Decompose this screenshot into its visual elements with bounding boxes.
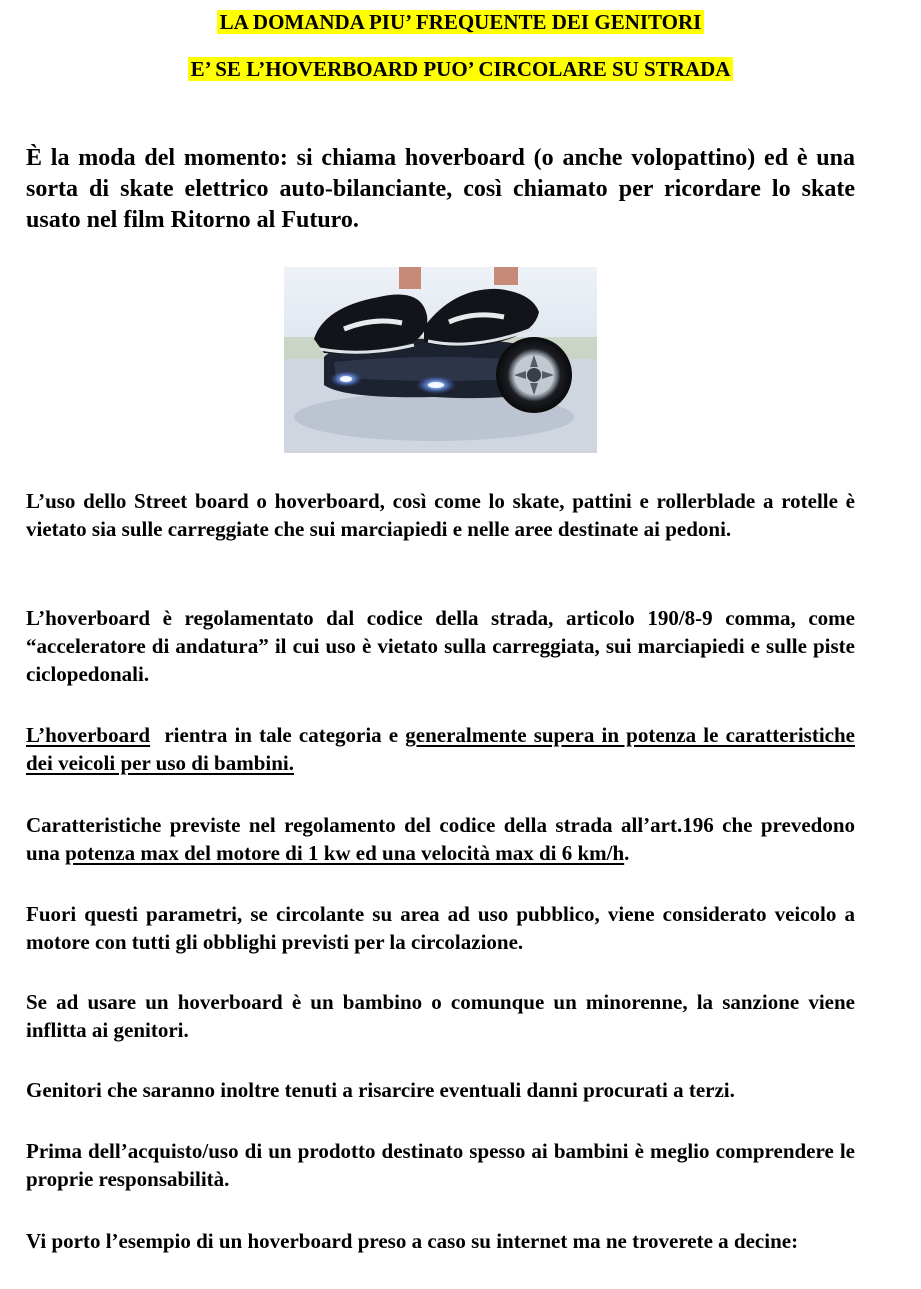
paragraph-parametri: Fuori questi parametri, se circolante su area ad uso pubblico, viene considerato veicolo a motore con tutti gli obblighi previsti per la circolazione. — [26, 902, 855, 954]
paragraph-categoria — [26, 721, 855, 777]
title-line-2-text: E’ SE L’HOVERBOARD PUO’ CIRCOLARE SU STRADA — [188, 57, 734, 81]
paragraph-caratteristiche-limits: potenza max del motore di 1 kw ed una velocità max di 6 km/h — [65, 841, 625, 865]
paragraph-caratteristiche-end: . — [624, 841, 630, 865]
paragraph-danni: Genitori che saranno inoltre tenuti a risarcire eventuali danni procurati a terzi. — [26, 1078, 735, 1102]
paragraph-categoria-emphasis: generalmente supera in potenza le caratteristiche dei veicoli per uso di bambini. — [26, 723, 856, 775]
title-line-2 — [0, 56, 921, 82]
paragraph-caratteristiche-start: Caratteristiche previste nel regolamento del codice della strada all’art.196 che prevedono una — [26, 813, 855, 865]
paragraph-categoria-subject: L’hoverboard — [26, 723, 151, 747]
paragraph-categoria-middle: rientra in tale categoria e — [150, 723, 406, 747]
paragraph-minorenne: Se ad usare un hoverboard è un bambino o comunque un minorenne, la sanzione viene inflitta ai genitori. — [26, 990, 855, 1042]
title-line-1-text: LA DOMANDA PIU’ FREQUENTE DEI GENITORI — [217, 10, 705, 34]
hoverboard-photo — [284, 267, 597, 453]
hoverboard-photo-icon — [284, 267, 597, 453]
paragraph-responsabilita: Prima dell’acquisto/uso di un prodotto destinato spesso ai bambini è meglio comprendere le proprie responsabilità. — [26, 1139, 855, 1191]
title-line-1 — [0, 9, 921, 35]
paragraph-codice-strada: L’hoverboard è regolamentato dal codice della strada, articolo 190/8-9 comma, come “acceleratore di andatura” il cui uso è vietato sulla carreggiata, sui marciapiedi e sulle piste ciclopedonali. — [26, 606, 855, 686]
intro-paragraph: È la moda del momento: si chiama hoverboard (o anche volopattino) ed è una sorta di skate elettrico auto-bilanciante, così chiamato per ricordare lo skate usato nel film Ritorno al Futuro. — [26, 145, 855, 233]
paragraph-caratteristiche — [26, 811, 855, 867]
paragraph-esempio: Vi porto l’esempio di un hoverboard preso a caso su internet ma ne troverete a decine: — [26, 1229, 799, 1253]
paragraph-street-board: L’uso dello Street board o hoverboard, così come lo skate, pattini e rollerblade a rotelle è vietato sia sulle carreggiate che sui marciapiedi e nelle aree destinate ai pedoni. — [26, 489, 855, 541]
